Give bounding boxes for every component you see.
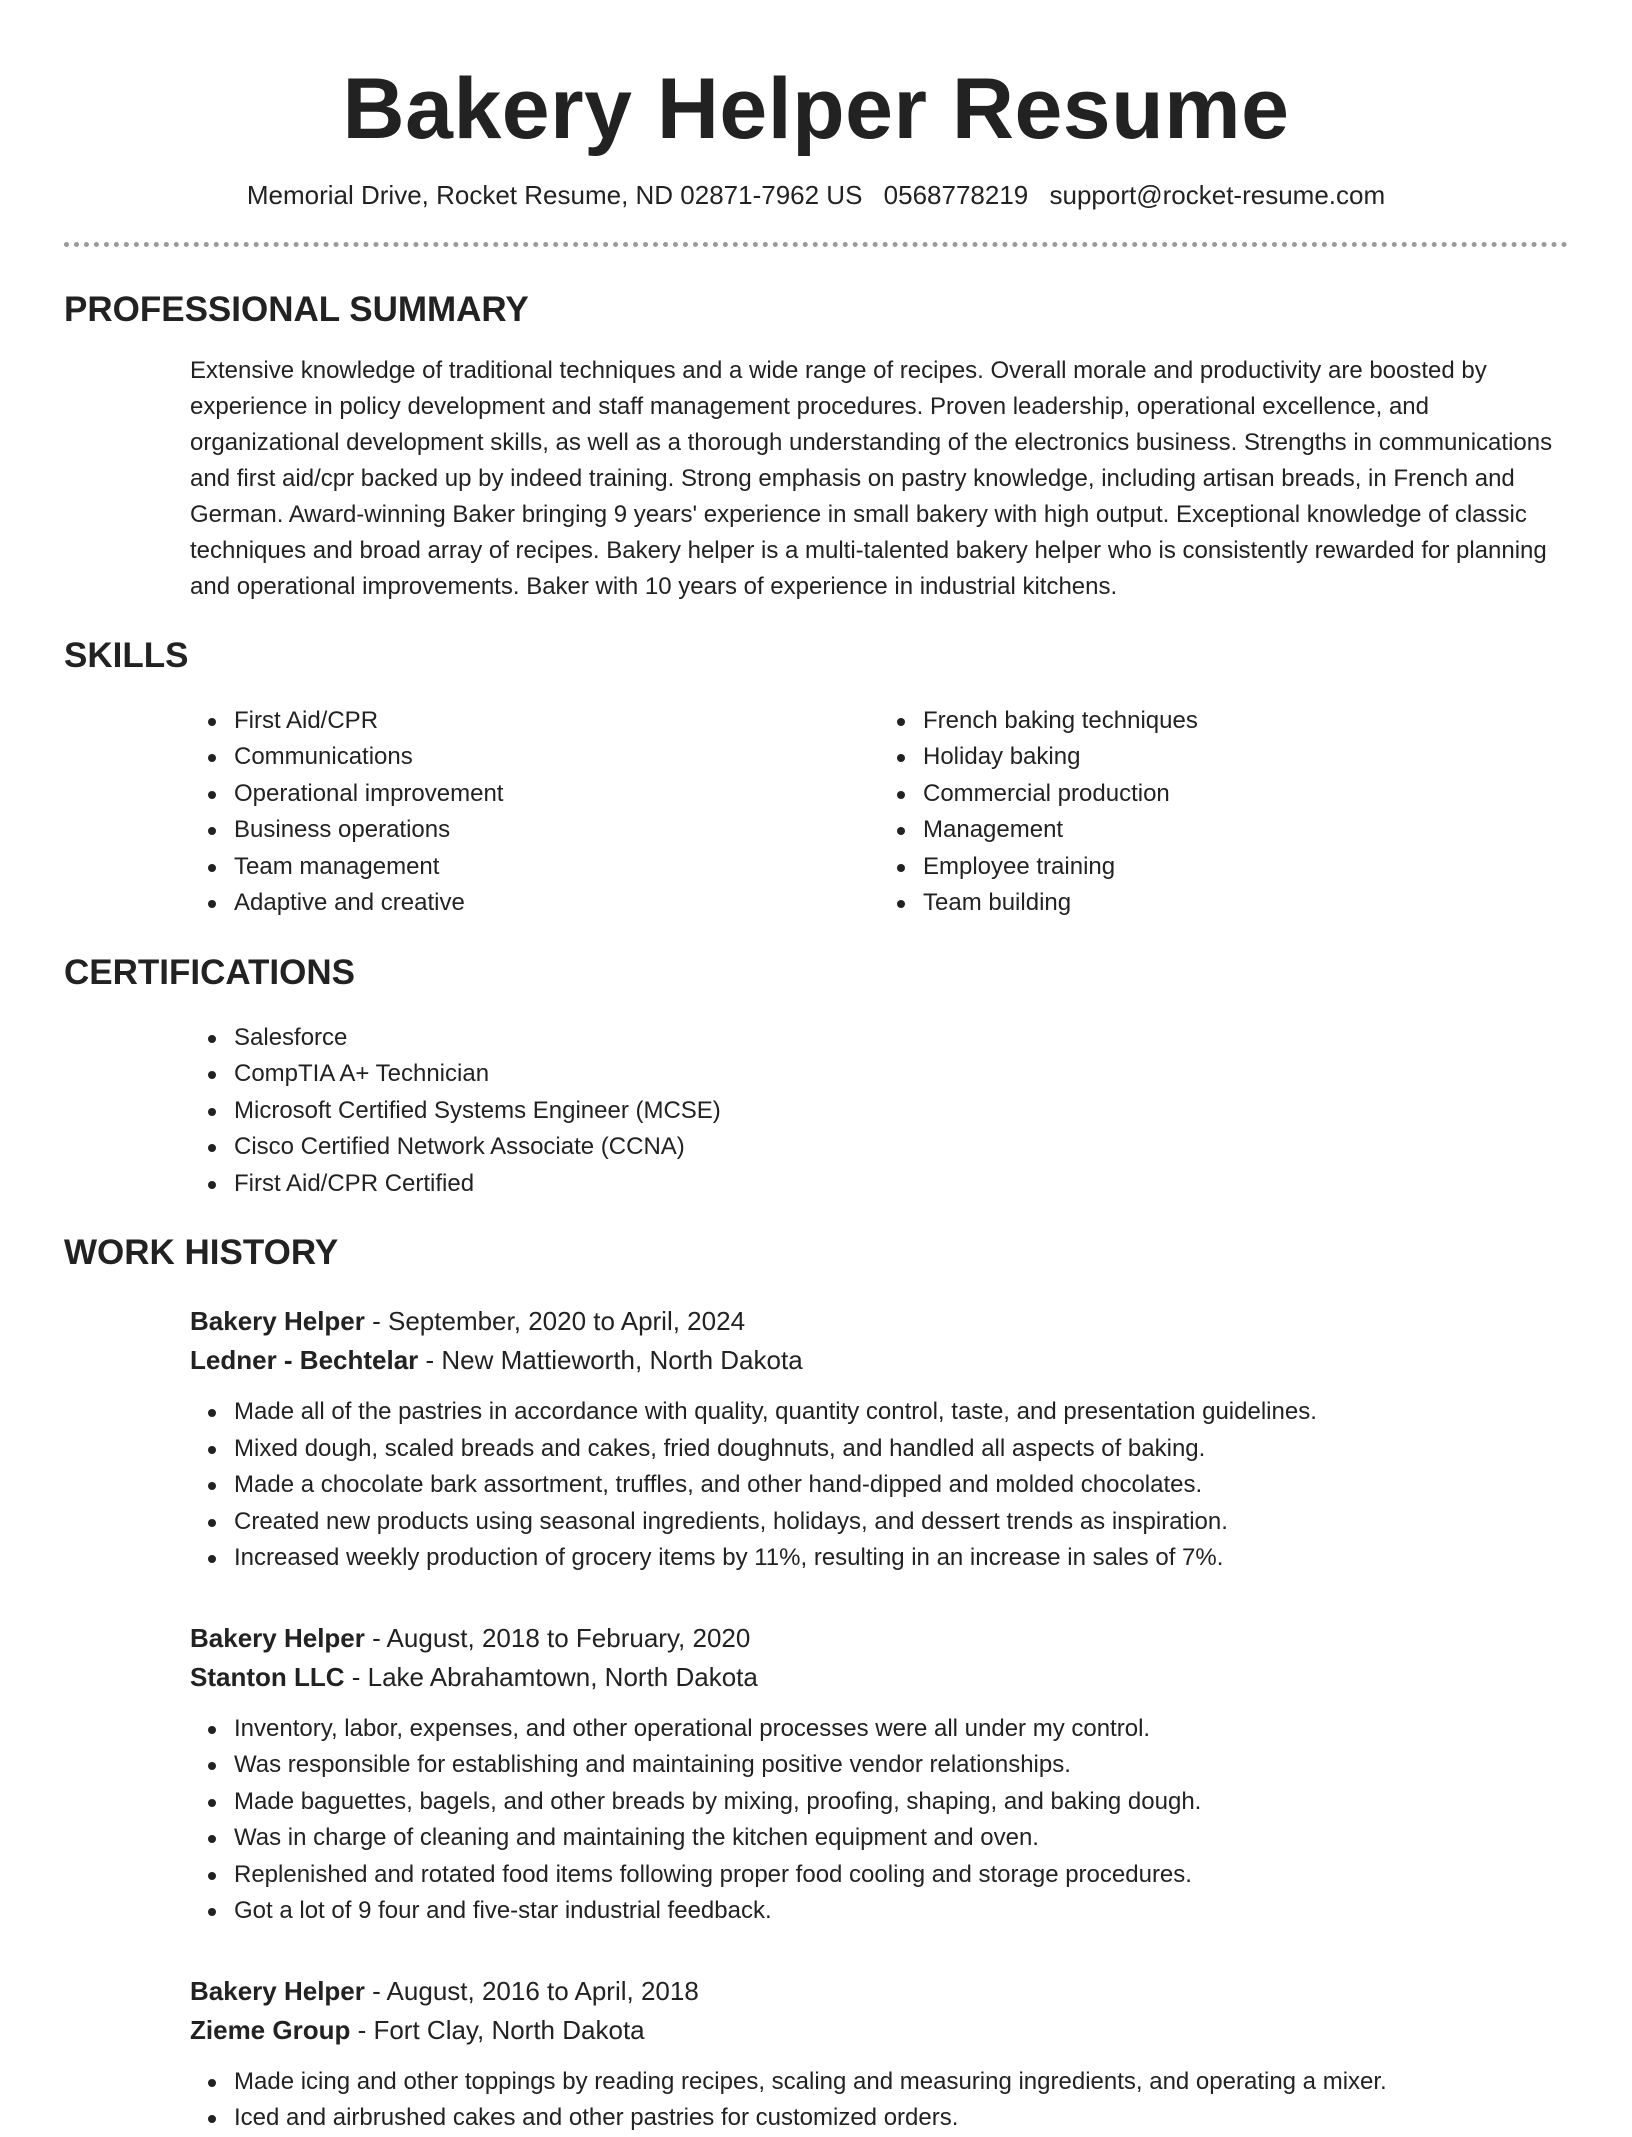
certification-item: Cisco Certified Network Associate (CCNA) bbox=[234, 1129, 1568, 1166]
job-location: - New Mattieworth, North Dakota bbox=[418, 1345, 803, 1376]
job-role-line bbox=[190, 1302, 1568, 1341]
job-company: Stanton LLC bbox=[190, 1661, 345, 1692]
skill-item: French baking techniques bbox=[923, 703, 1568, 740]
job-duty: Increased weekly production of grocery items by 11%, resulting in an increase in sales of 7%. bbox=[234, 1540, 1568, 1577]
job-company: Ledner - Bechtelar bbox=[190, 1345, 419, 1376]
job-duty: Made icing and other toppings by reading recipes, scaling and measuring ingredients, and operating a mixer. bbox=[234, 2064, 1568, 2101]
job-role-line bbox=[190, 1972, 1568, 2011]
job-duty: Made baguettes, bagels, and other breads by mixing, proofing, shaping, and baking dough. bbox=[234, 1784, 1568, 1821]
job-duty: Created new products using seasonal ingredients, holidays, and dessert trends as inspiration. bbox=[234, 1504, 1568, 1541]
job-duty: Iced and airbrushed cakes and other pastries for customized orders. bbox=[234, 2100, 1568, 2137]
job-role-line bbox=[190, 1619, 1568, 1658]
skill-item: Adaptive and creative bbox=[234, 885, 879, 922]
skills-heading: SKILLS bbox=[64, 635, 189, 675]
job-company-line bbox=[190, 1341, 1568, 1380]
certifications-list bbox=[190, 1020, 1568, 1203]
skill-item: Communications bbox=[234, 739, 879, 776]
header-divider bbox=[64, 242, 1568, 247]
resume-title: Bakery Helper Resume bbox=[342, 61, 1290, 157]
skill-item: Commercial production bbox=[923, 776, 1568, 813]
skill-item: Business operations bbox=[234, 812, 879, 849]
certification-item: CompTIA A+ Technician bbox=[234, 1056, 1568, 1093]
skill-item: Management bbox=[923, 812, 1568, 849]
job-dates: - August, 2018 to February, 2020 bbox=[364, 1622, 751, 1653]
job-duties-list bbox=[190, 1711, 1568, 1930]
skills-right-list bbox=[879, 703, 1568, 922]
certifications-heading: CERTIFICATIONS bbox=[64, 952, 356, 992]
contact-phone: 0568778219 bbox=[883, 180, 1029, 211]
job-duty: Was in charge of cleaning and maintaining the kitchen equipment and oven. bbox=[234, 1820, 1568, 1857]
job-duty: Got a lot of 9 four and five-star industrial feedback. bbox=[234, 1893, 1568, 1930]
job-duties-list bbox=[190, 1394, 1568, 1577]
certification-item: First Aid/CPR Certified bbox=[234, 1166, 1568, 1203]
job-company: Zieme Group bbox=[190, 2014, 351, 2045]
job-location: - Fort Clay, North Dakota bbox=[350, 2014, 645, 2045]
skill-item: Team building bbox=[923, 885, 1568, 922]
resume-page bbox=[64, 0, 1568, 2137]
job-dates: - September, 2020 to April, 2024 bbox=[364, 1306, 746, 1337]
job-duties-list bbox=[190, 2064, 1568, 2137]
job-company-line bbox=[190, 1658, 1568, 1697]
certifications-block bbox=[190, 1020, 1568, 1203]
skill-item: Employee training bbox=[923, 849, 1568, 886]
skill-item: First Aid/CPR bbox=[234, 703, 879, 740]
skill-item: Holiday baking bbox=[923, 739, 1568, 776]
job-role: Bakery Helper bbox=[190, 1975, 365, 2006]
summary-heading: PROFESSIONAL SUMMARY bbox=[64, 289, 529, 329]
job-duty: Made all of the pastries in accordance with quality, quantity control, taste, and presentation guidelines. bbox=[234, 1394, 1568, 1431]
skill-item: Operational improvement bbox=[234, 776, 879, 813]
job-entry bbox=[190, 1302, 1568, 1577]
job-entry bbox=[190, 1619, 1568, 1930]
job-dates: - August, 2016 to April, 2018 bbox=[364, 1975, 699, 2006]
skills-left-list bbox=[190, 703, 879, 922]
job-entry bbox=[190, 1972, 1568, 2137]
job-duty: Inventory, labor, expenses, and other operational processes were all under my control. bbox=[234, 1711, 1568, 1748]
job-company-line bbox=[190, 2011, 1568, 2050]
skill-item: Team management bbox=[234, 849, 879, 886]
job-role: Bakery Helper bbox=[190, 1622, 365, 1653]
skills-columns bbox=[190, 703, 1568, 922]
job-role: Bakery Helper bbox=[190, 1306, 365, 1337]
job-duty: Was responsible for establishing and maintaining positive vendor relationships. bbox=[234, 1747, 1568, 1784]
summary-text: Extensive knowledge of traditional techniques and a wide range of recipes. Overall morale and productivity are boosted by experience in policy development and staff management procedures. Proven leadership, operational excellence, and organizational development skills, as well as a thorough understanding of the electronics business. Strengths in communications and first aid/cpr backed up by indeed training. Strong emphasis on pastry knowledge, including artisan breads, in French and German. Award-winning Baker bringing 9 years' experience in small bakery with high output. Exceptional knowledge of classic techniques and broad array of recipes. Bakery helper is a multi-talented bakery helper who is consistently rewarded for planning and operational improvements. Baker with 10 years of experience in industrial kitchens. bbox=[190, 356, 1553, 600]
contact-email: support@rocket-resume.com bbox=[1049, 180, 1386, 211]
work-history-heading: WORK HISTORY bbox=[64, 1233, 339, 1273]
job-location: - Lake Abrahamtown, North Dakota bbox=[344, 1661, 758, 1692]
contact-line bbox=[64, 179, 1568, 213]
job-duty: Mixed dough, scaled breads and cakes, fried doughnuts, and handled all aspects of baking. bbox=[234, 1431, 1568, 1468]
job-duty: Replenished and rotated food items following proper food cooling and storage procedures. bbox=[234, 1857, 1568, 1894]
certification-item: Microsoft Certified Systems Engineer (MCSE) bbox=[234, 1093, 1568, 1130]
certification-item: Salesforce bbox=[234, 1020, 1568, 1057]
job-duty: Made a chocolate bark assortment, truffles, and other hand-dipped and molded chocolates. bbox=[234, 1467, 1568, 1504]
contact-address: Memorial Drive, Rocket Resume, ND 02871-7962 US bbox=[246, 180, 863, 211]
